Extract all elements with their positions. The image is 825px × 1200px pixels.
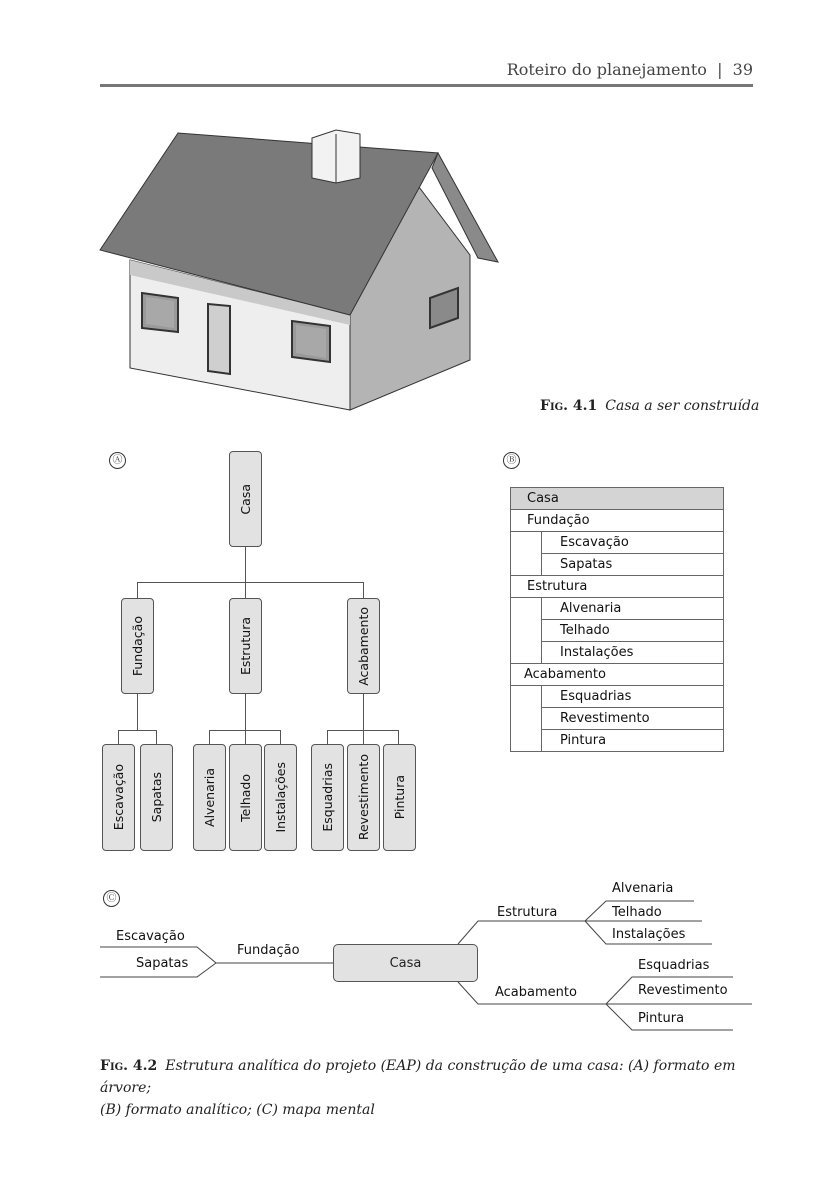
table-cell: Revestimento xyxy=(542,708,724,730)
tree-connector xyxy=(209,730,281,731)
table-cell: Casa xyxy=(511,488,724,510)
running-header xyxy=(420,60,753,79)
mindmap-leaf-pintura: Pintura xyxy=(638,1011,685,1026)
tree-connector xyxy=(118,730,119,744)
table-cell: Instalações xyxy=(542,642,724,664)
table-cell: Sapatas xyxy=(542,554,724,576)
figure-4-2-text-line1: Estrutura analítica do projeto (EAP) da construção de uma casa: (A) formato em árvore; xyxy=(100,1058,736,1096)
table-row xyxy=(511,532,724,554)
tree-connector xyxy=(245,582,246,598)
mindmap-leaf-instalacoes: Instalações xyxy=(612,927,686,942)
mindmap-leaf-escavacao: Escavação xyxy=(116,929,185,944)
tree-connector xyxy=(245,694,246,744)
figure-4-1-label: Fig. 4.1 xyxy=(540,398,598,414)
tree-connector xyxy=(156,730,157,744)
mindmap-connector xyxy=(458,921,585,944)
header-separator: | xyxy=(711,60,728,79)
table-cell: Pintura xyxy=(542,730,724,752)
marker-b: Ⓑ xyxy=(503,452,520,469)
tree-leaf-esquadrias: Esquadrias xyxy=(311,744,344,851)
tree-connector xyxy=(363,582,364,598)
mindmap-node-fundacao: Fundação xyxy=(237,943,300,958)
tree-connector xyxy=(137,582,138,598)
tree-leaf-telhado: Telhado xyxy=(229,744,262,851)
tree-connector xyxy=(398,730,399,744)
tree-connector xyxy=(137,582,364,583)
mindmap-leaf-telhado: Telhado xyxy=(612,905,662,920)
mindmap-leaf-esquadrias: Esquadrias xyxy=(638,958,710,973)
tree-leaf-sapatas: Sapatas xyxy=(140,744,173,851)
tree-connector xyxy=(209,730,210,744)
header-rule xyxy=(100,84,753,87)
table-cell: Esquadrias xyxy=(542,686,724,708)
table-row xyxy=(511,708,724,730)
running-title: Roteiro do planejamento xyxy=(506,60,707,79)
mindmap-leaf-alvenaria: Alvenaria xyxy=(612,881,674,896)
mindmap-connector xyxy=(585,901,606,921)
table-row xyxy=(511,576,724,598)
table-cell: Fundação xyxy=(511,510,724,532)
table-row xyxy=(511,642,724,664)
tree-connector xyxy=(327,730,399,731)
tree-leaf-alvenaria: Alvenaria xyxy=(193,744,226,851)
house-illustration xyxy=(95,120,515,420)
table-cell: Estrutura xyxy=(511,576,724,598)
table-row xyxy=(511,554,724,576)
page-number: 39 xyxy=(732,60,753,79)
table-row xyxy=(511,598,724,620)
table-cell: Escavação xyxy=(542,532,724,554)
figure-4-2-caption xyxy=(100,1055,760,1121)
tree-connector xyxy=(245,547,246,583)
mindmap-leaf-revestimento: Revestimento xyxy=(638,983,728,998)
tree-connector xyxy=(137,694,138,731)
table-row xyxy=(511,730,724,752)
table-cell: Telhado xyxy=(542,620,724,642)
tree-connector xyxy=(118,730,157,731)
tree-node-fundacao: Fundação xyxy=(121,598,154,694)
mindmap-node-acabamento: Acabamento xyxy=(495,985,577,1000)
marker-c: Ⓒ xyxy=(103,890,120,907)
mindmap-center-node: Casa xyxy=(333,944,478,982)
tree-leaf-instalacoes: Instalações xyxy=(264,744,297,851)
tree-leaf-revestimento: Revestimento xyxy=(347,744,380,851)
mindmap-node-estrutura: Estrutura xyxy=(497,905,558,920)
tree-node-acabamento: Acabamento xyxy=(347,598,380,694)
figure-4-1-caption xyxy=(540,398,759,414)
tree-connector xyxy=(327,730,328,744)
tree-leaf-pintura: Pintura xyxy=(383,744,416,851)
tree-connector xyxy=(363,694,364,744)
table-row xyxy=(511,664,724,686)
tree-leaf-escavacao: Escavação xyxy=(102,744,135,851)
table-row xyxy=(511,488,724,510)
tree-node-estrutura: Estrutura xyxy=(229,598,262,694)
mindmap-leaf-sapatas: Sapatas xyxy=(136,956,189,971)
figure-4-1-text: Casa a ser construída xyxy=(605,398,760,414)
analytical-table xyxy=(510,487,724,752)
house-door xyxy=(208,304,230,374)
tree-connector xyxy=(280,730,281,744)
table-cell: Acabamento xyxy=(511,664,724,686)
table-row xyxy=(511,510,724,532)
table-row xyxy=(511,686,724,708)
table-row xyxy=(511,620,724,642)
table-cell: Alvenaria xyxy=(542,598,724,620)
tree-root-node: Casa xyxy=(229,451,262,547)
figure-4-2-text-line2: (B) formato analítico; (C) mapa mental xyxy=(100,1102,375,1118)
figure-4-2-label: Fig. 4.2 xyxy=(100,1058,158,1074)
marker-a: Ⓐ xyxy=(109,452,126,469)
